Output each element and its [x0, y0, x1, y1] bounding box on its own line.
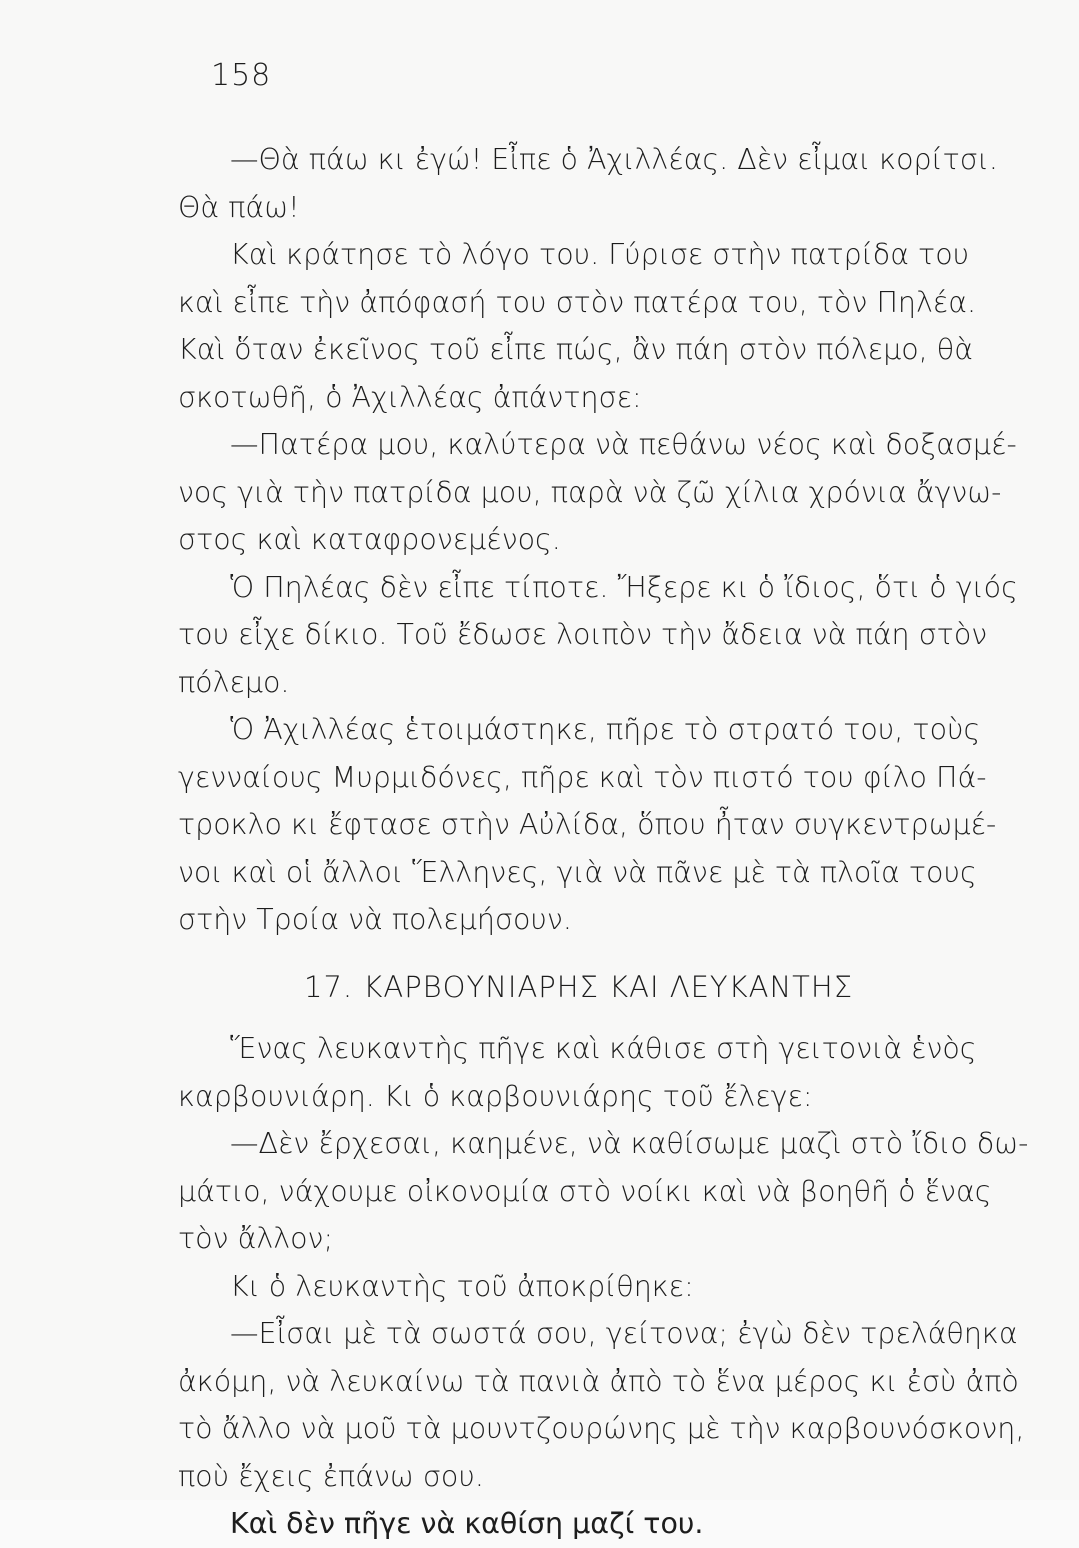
text-line: —Δὲν ἔρχεσαι, καημένε, νὰ καθίσωμε μαζὶ στὸ ἴδιο δω- [230, 1127, 1029, 1160]
text-line: Κι ὁ λευκαντὴς τοῦ ἀποκρίθηκε: [230, 1269, 694, 1303]
text-line: στος καὶ καταφρονεμένος. [178, 523, 561, 556]
text-line: τὸν ἄλλον; [178, 1222, 334, 1255]
text-line: στὴν Τροία νὰ πολεμήσουν. [178, 903, 572, 936]
text-line: ἀκόμη, νὰ λευκαίνω τὰ πανιὰ ἀπὸ τὸ ἕνα μέρος κι ἐσὺ ἀπὸ [178, 1364, 1019, 1398]
text-line: του εἶχε δίκιο. Τοῦ ἔδωσε λοιπὸν τὴν ἄδεια νὰ πάη στὸν [178, 618, 988, 651]
text-line: τὸ ἄλλο νὰ μοῦ τὰ μουντζουρώνης μὲ τὴν καρβουνόσκονη, [178, 1412, 1025, 1445]
text-line: πόλεμο. [178, 665, 290, 699]
text-line: γενναίους Μυρμιδόνες, πῆρε καὶ τὸν πιστό του φίλο Πά- [178, 760, 987, 794]
text-line: μάτιο, νάχουμε οἰκονομία στὸ νοίκι καὶ νὰ βοηθῆ ὁ ἕνας [178, 1174, 992, 1208]
text-line: Ἕνας λευκαντὴς πῆγε καὶ κάθισε στὴ γειτονιὰ ἑνὸς [230, 1032, 977, 1065]
section-heading: 17. ΚΑΡΒΟΥΝΙΑΡΗΣ ΚΑΙ ΛΕΥΚΑΝΤΗΣ [304, 969, 854, 1004]
text-line: —Θὰ πάω κι ἐγώ! Εἶπε ὁ Ἀχιλλέας. Δὲν εἶμαι κορίτσι. [230, 143, 998, 176]
text-line: —Εἶσαι μὲ τὰ σωστά σου, γείτονα; ἐγὼ δὲν τρελάθηκα [230, 1317, 1018, 1350]
page-number: 158 [211, 58, 272, 93]
text-line: νος γιὰ τὴν πατρίδα μου, παρὰ νὰ ζῶ χίλια χρόνια ἄγνω- [178, 475, 1002, 509]
text-line: Ὁ Ἀχιλλέας ἑτοιμάστηκε, πῆρε τὸ στρατό του, τοὺς [230, 713, 981, 746]
text-line: καρβουνιάρη. Κι ὁ καρβουνιάρης τοῦ ἔλεγε: [178, 1079, 813, 1113]
text-line: Καὶ κράτησε τὸ λόγο του. Γύρισε στὴν πατρίδα του [230, 238, 970, 271]
text-line: νοι καὶ οἱ ἄλλοι Ἕλληνες, γιὰ νὰ πᾶνε μὲ τὰ πλοῖα τους [178, 855, 977, 889]
text-line: σκοτωθῆ, ὁ Ἀχιλλέας ἀπάντησε: [178, 380, 642, 414]
text-line: Ὁ Πηλέας δὲν εἶπε τίποτε. Ἤξερε κι ὁ ἴδιος, ὅτι ὁ γιός [230, 570, 1018, 604]
page-text [178, 136, 1058, 1548]
text-line: καὶ εἶπε τὴν ἀπόφασή του στὸν πατέρα του, τὸν Πηλέα. [178, 285, 977, 319]
text-line: Καὶ ὅταν ἐκεῖνος τοῦ εἶπε πώς, ἂν πάη στὸν πόλεμο, θὰ [178, 333, 973, 366]
text-line: —Πατέρα μου, καλύτερα νὰ πεθάνω νέος καὶ δοξασμέ- [230, 428, 1017, 461]
text-line: Θὰ πάω! [178, 190, 300, 224]
text-line: Καὶ δὲν πῆγε νὰ καθίση μαζί του. [230, 1507, 704, 1540]
text-line: ποὺ ἔχεις ἐπάνω σου. [178, 1459, 484, 1493]
text-line: τροκλο κι ἔφτασε στὴν Αὐλίδα, ὅπου ἦταν συγκεντρωμέ- [178, 808, 997, 841]
